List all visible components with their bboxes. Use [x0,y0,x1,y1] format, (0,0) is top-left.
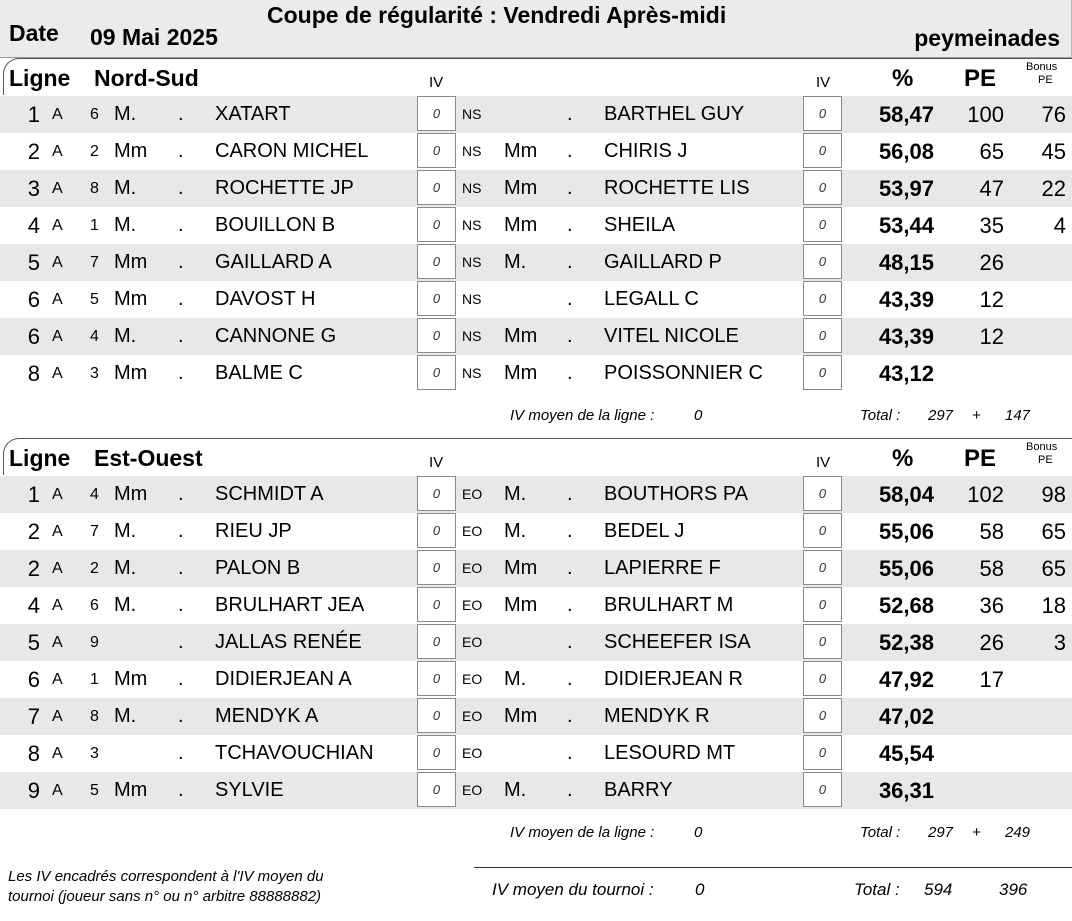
percentage: 56,08 [878,139,934,164]
tournoi-total-pe: 594 [924,880,953,899]
table-row [0,661,1072,698]
iv-box-2: 0 [803,513,842,548]
section-letter: A [52,486,63,503]
iv-box-1: 0 [417,318,456,353]
pe-col-label: PE [964,445,997,472]
iv-box-1: 0 [417,133,456,168]
pct-col-label: % [892,65,914,92]
separator-dot-2: . [567,520,573,542]
table-row [0,513,1072,550]
iv-moyen-ligne-value: 0 [694,824,703,841]
iv-box-2: 0 [803,587,842,622]
table-number: 8 [90,708,99,725]
iv-moyen-ligne-label: IV moyen de la ligne : [510,824,655,841]
percentage: 43,12 [878,361,934,386]
civility-2: Mm [504,140,538,162]
rank: 6 [27,667,40,692]
section-letter: A [52,782,63,799]
table-number: 7 [90,523,99,540]
section-heading-est-ouest [3,438,1072,475]
table-row [0,244,1072,281]
section-letter: A [52,365,63,382]
table-row [0,96,1072,133]
iv-moyen-tournoi-label: IV moyen du tournoi : [492,880,654,899]
civility-1: Mm [114,362,148,384]
percentage: 47,02 [878,704,934,729]
civility-2: Mm [504,594,538,616]
table-row [0,207,1072,244]
civility-1: M. [114,705,137,727]
iv-moyen-ligne-value: 0 [694,407,703,424]
player-1-name: BRULHART JEA [215,594,365,616]
rank: 9 [27,778,40,803]
bonus-pe-points: 45 [1041,139,1066,164]
line-code: NS [462,217,482,233]
player-1-name: MENDYK A [215,705,319,727]
club-name: peymeinades [914,25,1060,51]
separator-dot-1: . [178,779,184,801]
table-number: 4 [90,486,99,503]
separator-dot-1: . [178,362,184,384]
player-2-name: LAPIERRE F [604,557,721,579]
separator-dot-2: . [567,251,573,273]
percentage: 52,68 [878,593,934,618]
iv-col-label-left: IV [429,74,444,91]
iv-box-1: 0 [417,698,456,733]
player-2-name: BOUTHORS PA [604,483,749,505]
iv-box-2: 0 [803,244,842,279]
rank: 2 [27,139,40,164]
section-letter: A [52,180,63,197]
separator-dot-1: . [178,594,184,616]
player-2-name: GAILLARD P [604,251,722,273]
pe-points: 58 [979,519,1004,544]
player-1-name: TCHAVOUCHIAN [215,742,374,764]
total-plus: + [972,407,981,424]
iv-box-1: 0 [417,207,456,242]
separator-dot-1: . [178,668,184,690]
rank: 1 [27,482,40,507]
iv-box-2: 0 [803,207,842,242]
civility-1: M. [114,214,137,236]
bonus-pe-points: 4 [1053,213,1066,238]
section-letter: A [52,217,63,234]
line-code: EO [462,708,483,724]
line-code: EO [462,745,483,761]
percentage: 45,54 [878,741,934,766]
line-code: EO [462,634,483,650]
separator-dot-1: . [178,742,184,764]
date-value: 09 Mai 2025 [90,24,218,50]
table-row [0,281,1072,318]
civility-2: Mm [504,177,538,199]
iv-box-1: 0 [417,513,456,548]
bonus-pe-points: 65 [1041,556,1066,581]
separator-dot-2: . [567,594,573,616]
total-plus: + [972,824,981,841]
table-number: 4 [90,328,99,345]
separator-dot-1: . [178,177,184,199]
total-label: Total : [860,407,901,424]
pe-points: 12 [979,324,1004,349]
percentage: 52,38 [878,630,934,655]
iv-box-2: 0 [803,772,842,807]
table-row [0,624,1072,661]
table-number: 3 [90,745,99,762]
rank: 8 [27,741,40,766]
section-heading-nord-sud [3,58,1072,95]
rank: 6 [27,324,40,349]
pe-points: 12 [979,287,1004,312]
percentage: 53,97 [878,176,934,201]
date-label: Date [9,20,59,46]
table-row [0,772,1072,809]
player-1-name: DIDIERJEAN A [215,668,352,690]
line-code: EO [462,782,483,798]
player-1-name: CARON MICHEL [215,140,369,162]
pe-points: 100 [967,102,1004,127]
player-2-name: ROCHETTE LIS [604,177,750,199]
percentage: 48,15 [878,250,934,275]
separator-dot-2: . [567,288,573,310]
rank: 5 [27,250,40,275]
player-1-name: DAVOST H [215,288,316,310]
percentage: 47,92 [878,667,934,692]
section-name: Nord-Sud [94,65,199,91]
player-1-name: CANNONE G [215,325,337,347]
separator-dot-2: . [567,705,573,727]
pe-points: 17 [979,667,1004,692]
separator-dot-1: . [178,103,184,125]
separator-dot-1: . [178,483,184,505]
separator-dot-1: . [178,140,184,162]
civility-2: M. [504,520,527,542]
section-letter: A [52,143,63,160]
table-number: 3 [90,365,99,382]
separator-dot-1: . [178,214,184,236]
percentage: 43,39 [878,324,934,349]
page-title: Coupe de régularité : Vendredi Après-midi [267,2,727,28]
separator-dot-1: . [178,705,184,727]
line-code: EO [462,486,483,502]
section-letter: A [52,597,63,614]
player-1-name: SCHMIDT A [215,483,324,505]
player-1-name: XATART [215,103,291,125]
footer-note-line2: tournoi (joueur sans n° ou n° arbitre 88888882) [8,888,322,905]
ligne-label: Ligne [9,445,71,471]
section-letter: A [52,560,63,577]
tournoi-total-bonus: 396 [999,880,1028,899]
civility-2: M. [504,483,527,505]
iv-box-1: 0 [417,170,456,205]
line-code: EO [462,671,483,687]
table-number: 5 [90,291,99,308]
pct-col-label: % [892,445,914,472]
bonus-pe-points: 18 [1041,593,1066,618]
separator-dot-2: . [567,103,573,125]
iv-box-1: 0 [417,550,456,585]
pe-points: 58 [979,556,1004,581]
total-bonus: 147 [1005,407,1031,424]
iv-box-2: 0 [803,170,842,205]
civility-1: Mm [114,483,148,505]
table-number: 1 [90,671,99,688]
iv-box-1: 0 [417,661,456,696]
iv-col-label-right: IV [816,454,831,471]
percentage: 53,44 [878,213,934,238]
civility-2: M. [504,668,527,690]
separator-dot-1: . [178,557,184,579]
civility-2: Mm [504,362,538,384]
player-2-name: DIDIERJEAN R [604,668,743,690]
rank: 8 [27,361,40,386]
civility-1: M. [114,103,137,125]
percentage: 36,31 [878,778,934,803]
rank: 2 [27,556,40,581]
bonus-pe-col-label: PE [1038,74,1053,86]
player-1-name: GAILLARD A [215,251,332,273]
rank: 5 [27,630,40,655]
table-number: 9 [90,634,99,651]
player-2-name: SCHEEFER ISA [604,631,751,653]
civility-2: Mm [504,557,538,579]
iv-moyen-tournoi-value: 0 [695,880,705,899]
separator-dot-2: . [567,362,573,384]
player-2-name: BARRY [604,779,673,801]
player-1-name: JALLAS RENÉE [215,631,362,653]
iv-box-2: 0 [803,318,842,353]
table-number: 6 [90,106,99,123]
table-row [0,476,1072,513]
player-1-name: RIEU JP [215,520,292,542]
separator-dot-2: . [567,668,573,690]
rank: 2 [27,519,40,544]
civility-2: Mm [504,705,538,727]
iv-box-2: 0 [803,624,842,659]
separator-dot-2: . [567,214,573,236]
player-1-name: BALME C [215,362,303,384]
iv-box-2: 0 [803,133,842,168]
table-row [0,318,1072,355]
iv-box-1: 0 [417,735,456,770]
iv-box-2: 0 [803,96,842,131]
player-2-name: BRULHART M [604,594,734,616]
rank: 3 [27,176,40,201]
iv-box-1: 0 [417,772,456,807]
total-pe: 297 [928,407,954,424]
line-code: NS [462,143,482,159]
iv-box-2: 0 [803,476,842,511]
player-2-name: CHIRIS J [604,140,688,162]
player-2-name: LEGALL C [604,288,699,310]
civility-1: M. [114,177,137,199]
table-row [0,133,1072,170]
total-bonus: 249 [1005,824,1031,841]
section-name: Est-Ouest [94,445,203,471]
section-letter: A [52,328,63,345]
separator-dot-1: . [178,520,184,542]
iv-col-label-left: IV [429,454,444,471]
player-1-name: SYLVIE [215,779,284,801]
iv-box-2: 0 [803,698,842,733]
bonus-col-label: Bonus [1026,441,1058,453]
separator-dot-2: . [567,140,573,162]
table-number: 2 [90,560,99,577]
separator-dot-2: . [567,177,573,199]
player-2-name: VITEL NICOLE [604,325,739,347]
table-number: 2 [90,143,99,160]
player-2-name: MENDYK R [604,705,710,727]
separator-dot-2: . [567,742,573,764]
player-1-name: PALON B [215,557,301,579]
table-row [0,355,1072,392]
table-row [0,735,1072,772]
rank: 4 [27,213,40,238]
total-label: Total : [860,824,901,841]
separator-dot-2: . [567,325,573,347]
bonus-pe-points: 76 [1041,102,1066,127]
iv-box-2: 0 [803,550,842,585]
civility-2: M. [504,779,527,801]
bonus-pe-points: 22 [1041,176,1066,201]
iv-box-1: 0 [417,281,456,316]
civility-1: M. [114,325,137,347]
civility-1: M. [114,520,137,542]
line-code: NS [462,328,482,344]
pe-points: 47 [979,176,1004,201]
player-2-name: POISSONNIER C [604,362,763,384]
line-code: NS [462,365,482,381]
line-code: NS [462,106,482,122]
pe-points: 26 [979,250,1004,275]
bonus-col-label: Bonus [1026,61,1058,73]
rank: 6 [27,287,40,312]
percentage: 55,06 [878,556,934,581]
civility-2: Mm [504,214,538,236]
civility-1: Mm [114,140,148,162]
pe-points: 65 [979,139,1004,164]
player-2-name: LESOURD MT [604,742,736,764]
section-letter: A [52,634,63,651]
rank: 1 [27,102,40,127]
rank: 4 [27,593,40,618]
civility-1: Mm [114,288,148,310]
civility-1: Mm [114,779,148,801]
iv-box-2: 0 [803,735,842,770]
table-number: 5 [90,782,99,799]
table-number: 8 [90,180,99,197]
iv-col-label-right: IV [816,74,831,91]
table-number: 6 [90,597,99,614]
iv-box-2: 0 [803,661,842,696]
bonus-pe-points: 98 [1041,482,1066,507]
player-1-name: ROCHETTE JP [215,177,354,199]
iv-box-2: 0 [803,355,842,390]
iv-box-1: 0 [417,96,456,131]
percentage: 58,47 [878,102,934,127]
civility-2: Mm [504,325,538,347]
iv-box-1: 0 [417,624,456,659]
footer-divider [474,867,1072,868]
table-row [0,170,1072,207]
player-2-name: SHEILA [604,214,676,236]
section-letter: A [52,523,63,540]
table-row [0,587,1072,624]
player-1-name: BOUILLON B [215,214,336,236]
section-letter: A [52,708,63,725]
separator-dot-1: . [178,288,184,310]
section-letter: A [52,745,63,762]
civility-1: M. [114,594,137,616]
table-row [0,550,1072,587]
separator-dot-2: . [567,483,573,505]
separator-dot-1: . [178,325,184,347]
iv-box-2: 0 [803,281,842,316]
section-letter: A [52,254,63,271]
separator-dot-2: . [567,779,573,801]
separator-dot-2: . [567,631,573,653]
tournoi-total-label: Total : [854,880,900,899]
civility-1: Mm [114,251,148,273]
ligne-label: Ligne [9,65,71,91]
percentage: 55,06 [878,519,934,544]
table-number: 7 [90,254,99,271]
pe-points: 26 [979,630,1004,655]
player-2-name: BEDEL J [604,520,685,542]
table-row [0,698,1072,735]
iv-box-1: 0 [417,244,456,279]
line-code: EO [462,560,483,576]
line-code: EO [462,523,483,539]
footer-note-line1: Les IV encadrés correspondent à l'IV moyen du [8,868,324,885]
bonus-pe-col-label: PE [1038,454,1053,466]
percentage: 58,04 [878,482,934,507]
rank: 7 [27,704,40,729]
civility-1: Mm [114,668,148,690]
separator-dot-2: . [567,557,573,579]
iv-box-1: 0 [417,476,456,511]
civility-2: M. [504,251,527,273]
total-pe: 297 [928,824,954,841]
header-panel [0,0,1072,58]
line-code: NS [462,180,482,196]
table-number: 1 [90,217,99,234]
line-code: NS [462,291,482,307]
bonus-pe-points: 3 [1053,630,1066,655]
section-letter: A [52,291,63,308]
iv-box-1: 0 [417,587,456,622]
pe-col-label: PE [964,65,997,92]
bonus-pe-points: 65 [1041,519,1066,544]
percentage: 43,39 [878,287,934,312]
line-code: NS [462,254,482,270]
line-code: EO [462,597,483,613]
section-letter: A [52,106,63,123]
pe-points: 35 [979,213,1004,238]
pe-points: 36 [979,593,1004,618]
iv-box-1: 0 [417,355,456,390]
player-2-name: BARTHEL GUY [604,103,745,125]
section-letter: A [52,671,63,688]
pe-points: 102 [967,482,1004,507]
separator-dot-1: . [178,251,184,273]
iv-moyen-ligne-label: IV moyen de la ligne : [510,407,655,424]
civility-1: M. [114,557,137,579]
separator-dot-1: . [178,631,184,653]
